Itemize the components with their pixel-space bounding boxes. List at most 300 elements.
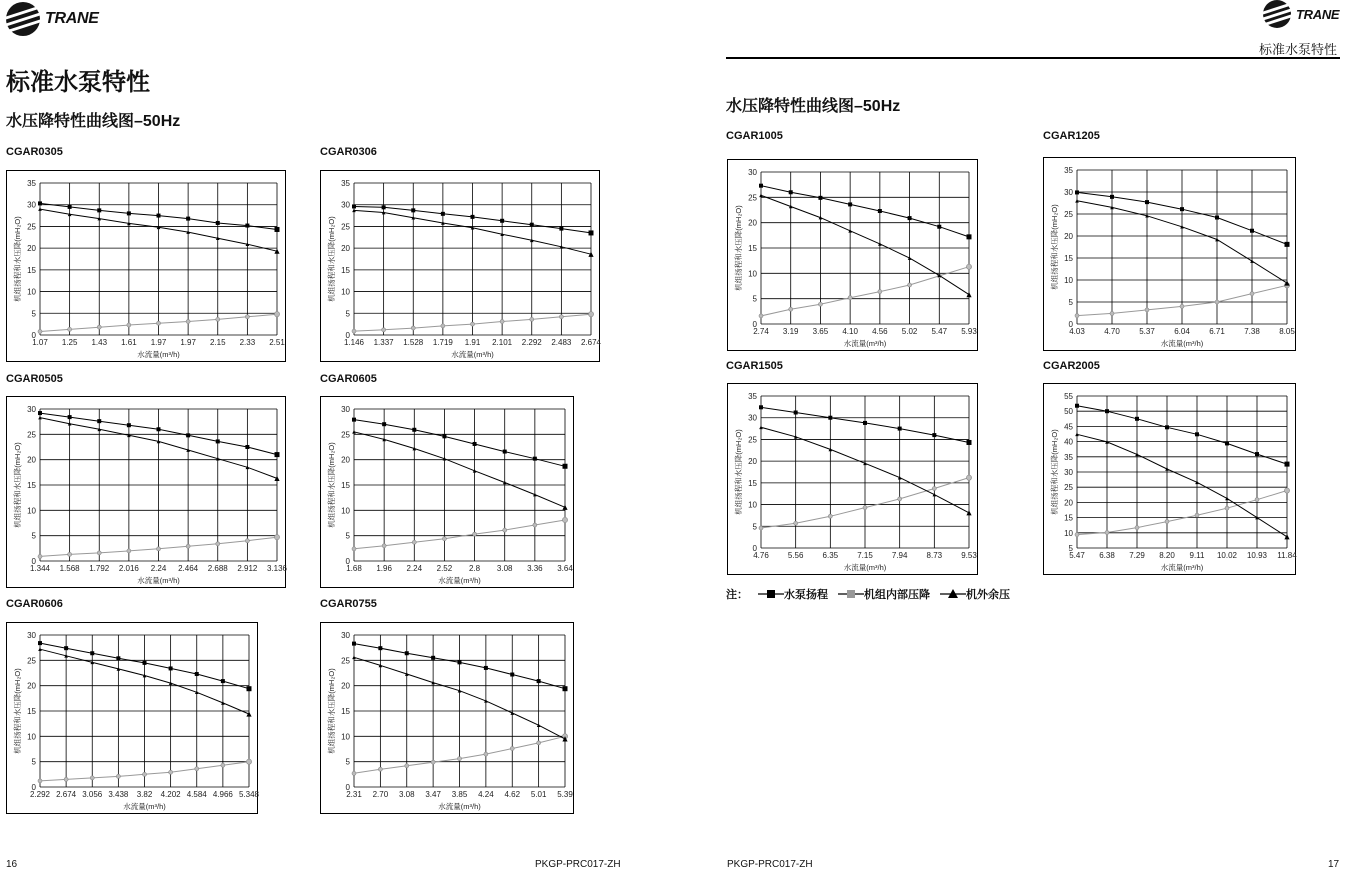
y-axis-label: 机组扬程和水压降(mH₂O)	[327, 442, 336, 528]
y-tick-label: 30	[341, 200, 350, 210]
point-pressure-drop	[405, 764, 409, 768]
point-pressure-drop	[195, 767, 199, 771]
x-tick-label: 3.056	[82, 790, 103, 799]
point-pressure-drop	[127, 549, 131, 553]
point-pump-head	[382, 205, 386, 209]
y-tick-label: 20	[341, 455, 350, 465]
point-pressure-drop	[898, 497, 902, 501]
point-pressure-drop	[97, 551, 101, 555]
trane-logo	[6, 2, 99, 36]
y-tick-label: 15	[748, 478, 757, 488]
chart-cgar0505	[6, 396, 286, 588]
point-pressure-drop	[382, 328, 386, 332]
x-tick-label: 4.10	[842, 327, 858, 336]
chart-cgar0306	[320, 170, 600, 362]
y-axis-label: 机组扬程和水压降(mH₂O)	[13, 216, 22, 302]
point-pressure-drop	[759, 314, 763, 318]
point-external-pressure	[1195, 481, 1199, 485]
point-pressure-drop	[38, 554, 42, 558]
brand-name-right: TRANE	[1296, 6, 1340, 22]
point-pressure-drop	[442, 537, 446, 541]
chart-cgar1205	[1043, 157, 1296, 351]
point-pump-head	[216, 439, 220, 443]
x-tick-label: 8.20	[1159, 551, 1175, 560]
chart-svg-cgar0306	[321, 171, 602, 361]
y-tick-label: 30	[27, 631, 36, 640]
x-tick-label: 4.24	[478, 790, 494, 799]
x-tick-label: 5.39	[557, 790, 573, 799]
point-pressure-drop	[1255, 498, 1259, 502]
x-tick-label: 9.11	[1189, 551, 1205, 560]
point-pump-head	[382, 422, 386, 426]
point-pump-head	[186, 433, 190, 437]
point-pump-head	[116, 656, 120, 660]
point-pressure-drop	[789, 307, 793, 311]
point-pump-head	[932, 433, 936, 437]
point-pump-head	[473, 442, 477, 446]
point-pressure-drop	[216, 317, 220, 321]
x-tick-label: 2.292	[29, 790, 51, 799]
y-tick-label: 15	[1064, 254, 1073, 263]
point-pump-head	[412, 428, 416, 432]
trane-logo-icon	[1263, 0, 1291, 28]
x-tick-label: 1.61	[121, 338, 137, 347]
x-tick-label: 11.84	[1277, 551, 1297, 560]
y-tick-label: 30	[748, 168, 757, 177]
x-axis-label: 水流量(m³/h)	[451, 350, 494, 359]
trane-logo-icon	[6, 2, 40, 36]
chart-cgar0755	[320, 622, 574, 814]
y-tick-label: 55	[1064, 392, 1073, 401]
chart-cgar1505	[727, 383, 978, 575]
point-pump-head	[38, 411, 42, 415]
x-tick-label: 2.464	[178, 564, 199, 573]
y-tick-label: 5	[345, 309, 350, 319]
point-pressure-drop	[431, 760, 435, 764]
point-pump-head	[937, 225, 941, 229]
x-tick-label: 2.912	[237, 564, 258, 573]
y-tick-label: 10	[748, 269, 757, 279]
y-tick-label: 5	[345, 531, 350, 541]
point-pump-head	[1145, 200, 1149, 204]
chart-cgar2005	[1043, 383, 1296, 575]
model-label-cgar1205: CGAR1205	[1043, 130, 1100, 142]
x-tick-label: 3.85	[451, 790, 468, 799]
point-pressure-drop	[352, 547, 356, 551]
y-tick-label: 35	[341, 179, 350, 188]
x-tick-label: 4.56	[872, 327, 888, 336]
y-tick-label: 50	[1064, 407, 1073, 417]
x-tick-label: 1.528	[403, 338, 424, 347]
y-tick-label: 45	[1064, 422, 1073, 432]
y-axis-label: 机组扬程和水压降(mH₂O)	[327, 668, 336, 754]
y-tick-label: 5	[752, 294, 757, 304]
y-tick-label: 25	[341, 656, 350, 666]
y-tick-label: 20	[341, 681, 350, 691]
y-tick-label: 20	[27, 681, 36, 691]
point-pump-head	[1225, 441, 1229, 445]
x-tick-label: 2.70	[372, 790, 389, 799]
point-pump-head	[1110, 195, 1114, 199]
point-pump-head	[1165, 425, 1169, 429]
chart-cgar0605	[320, 396, 574, 588]
x-tick-label: 9.53	[961, 551, 977, 560]
x-tick-label: 2.101	[492, 338, 513, 347]
point-pressure-drop	[471, 322, 475, 326]
model-label-cgar0306: CGAR0306	[320, 146, 377, 158]
model-label-cgar0755: CGAR0755	[320, 598, 377, 610]
x-axis-label: 水流量(m³/h)	[137, 350, 180, 359]
point-pressure-drop	[216, 542, 220, 546]
chart-svg-cgar1005	[728, 160, 977, 350]
point-pump-head	[863, 421, 867, 425]
y-tick-label: 20	[27, 244, 36, 254]
x-axis-label: 水流量(m³/h)	[123, 802, 166, 811]
y-tick-label: 35	[1064, 166, 1073, 175]
x-tick-label: 3.438	[108, 790, 129, 799]
x-tick-label: 5.93	[961, 327, 977, 336]
x-tick-label: 5.348	[238, 790, 260, 799]
y-tick-label: 0	[752, 320, 757, 329]
point-pressure-drop	[863, 506, 867, 510]
x-tick-label: 1.337	[373, 338, 394, 347]
y-tick-label: 20	[1064, 498, 1073, 508]
point-pump-head	[143, 661, 147, 665]
series-line-external-pressure	[1077, 434, 1287, 537]
point-pressure-drop	[352, 771, 356, 775]
point-pump-head	[967, 234, 972, 239]
point-pump-head	[1250, 229, 1254, 233]
y-tick-label: 15	[27, 707, 36, 716]
point-pump-head	[458, 660, 462, 664]
y-tick-label: 35	[1064, 452, 1073, 462]
point-pressure-drop	[97, 325, 101, 329]
y-tick-label: 10	[1064, 528, 1073, 538]
point-pressure-drop	[1215, 300, 1219, 304]
y-tick-label: 30	[341, 405, 350, 414]
x-tick-label: 2.016	[118, 564, 139, 573]
y-tick-label: 5	[1068, 298, 1073, 307]
legend-item-pressure-drop	[838, 586, 930, 602]
header-title-right: 标准水泵特性	[1259, 42, 1338, 57]
x-axis-label: 水流量(m³/h)	[1160, 339, 1204, 348]
legend-pump-head-text: 水泵扬程	[784, 589, 828, 601]
x-axis-label: 水流量(m³/h)	[1160, 563, 1204, 572]
x-tick-label: 3.36	[527, 564, 543, 573]
y-tick-label: 0	[31, 557, 36, 566]
y-tick-label: 40	[1064, 437, 1073, 447]
point-pump-head	[1255, 452, 1259, 456]
point-pump-head	[759, 184, 763, 188]
y-tick-label: 15	[27, 481, 36, 490]
x-tick-label: 2.31	[346, 790, 362, 799]
x-tick-label: 1.97	[150, 338, 167, 347]
point-pump-head	[157, 427, 161, 431]
x-tick-label: 5.02	[901, 327, 918, 336]
y-tick-label: 5	[1068, 544, 1073, 553]
x-tick-label: 6.71	[1209, 327, 1225, 336]
point-pressure-drop	[38, 779, 42, 783]
point-pump-head	[828, 416, 832, 420]
point-pressure-drop	[794, 521, 798, 525]
point-pump-head	[1105, 409, 1109, 413]
point-pressure-drop	[562, 517, 567, 522]
point-pump-head	[97, 208, 101, 212]
point-pressure-drop	[157, 547, 161, 551]
point-pump-head	[759, 405, 763, 409]
x-tick-label: 4.202	[160, 790, 181, 799]
x-tick-label: 5.47	[1069, 551, 1085, 560]
x-tick-label: 4.62	[504, 790, 521, 799]
y-tick-label: 30	[1064, 468, 1073, 477]
y-tick-label: 25	[341, 222, 350, 232]
y-tick-label: 20	[27, 455, 36, 465]
point-pump-head	[431, 656, 435, 660]
y-tick-label: 20	[341, 244, 350, 254]
point-pump-head	[484, 666, 488, 670]
point-pressure-drop	[378, 767, 382, 771]
point-pump-head	[503, 450, 507, 454]
point-pump-head	[157, 214, 161, 218]
point-pressure-drop	[90, 776, 94, 780]
y-tick-label: 25	[748, 435, 757, 445]
point-pressure-drop	[1110, 311, 1114, 315]
point-pump-head	[789, 190, 793, 194]
x-tick-label: 2.52	[436, 564, 453, 573]
point-pressure-drop	[1145, 308, 1149, 312]
y-tick-label: 0	[345, 331, 350, 340]
point-pressure-drop	[878, 290, 882, 294]
gray-square-marker-icon	[838, 589, 864, 599]
x-tick-label: 5.47	[931, 327, 948, 336]
page-number-right: 17	[1328, 859, 1340, 870]
x-tick-label: 1.344	[29, 564, 51, 573]
point-pressure-drop	[245, 315, 249, 319]
point-pump-head	[589, 230, 594, 235]
legend-item-external-pressure	[940, 586, 1010, 602]
y-tick-label: 10	[27, 732, 36, 742]
y-axis-label: 机组扬程和水压降(mH₂O)	[734, 205, 743, 291]
x-tick-label: 3.136	[266, 564, 288, 573]
point-pump-head	[186, 217, 190, 221]
point-pressure-drop	[458, 757, 462, 761]
point-pump-head	[97, 419, 101, 423]
y-tick-label: 15	[748, 244, 757, 253]
point-pressure-drop	[169, 770, 173, 774]
y-tick-label: 10	[748, 500, 757, 510]
point-pump-head	[127, 211, 131, 215]
x-tick-label: 4.76	[753, 551, 769, 560]
chart-svg-cgar2005	[1044, 384, 1295, 574]
chart-cgar1005	[727, 159, 978, 351]
y-tick-label: 0	[31, 331, 36, 340]
y-tick-label: 10	[341, 506, 350, 516]
y-tick-label: 25	[748, 193, 757, 203]
y-tick-label: 0	[752, 544, 757, 553]
point-pump-head	[221, 679, 225, 683]
x-tick-label: 3.64	[557, 564, 573, 573]
point-pressure-drop	[1250, 292, 1254, 296]
x-tick-label: 3.82	[136, 790, 153, 799]
x-tick-label: 10.93	[1246, 551, 1268, 560]
y-axis-label: 机组扬程和水压降(mH₂O)	[327, 216, 336, 302]
point-pressure-drop	[588, 312, 593, 317]
point-pressure-drop	[1195, 513, 1199, 517]
y-tick-label: 10	[1064, 276, 1073, 285]
x-tick-label: 2.24	[150, 564, 167, 573]
x-tick-label: 1.568	[59, 564, 80, 573]
x-tick-label: 4.584	[186, 790, 207, 799]
point-pump-head	[64, 646, 68, 650]
point-pressure-drop	[966, 475, 971, 480]
point-pump-head	[1215, 216, 1219, 220]
point-pump-head	[848, 202, 852, 206]
point-pump-head	[38, 201, 42, 205]
point-pressure-drop	[143, 772, 147, 776]
point-pressure-drop	[484, 752, 488, 756]
model-label-cgar0606: CGAR0606	[6, 598, 63, 610]
point-pressure-drop	[503, 528, 507, 532]
x-tick-label: 2.674	[580, 338, 602, 347]
point-pump-head	[818, 196, 822, 200]
point-pump-head	[1075, 190, 1079, 194]
point-pressure-drop	[68, 327, 72, 331]
x-tick-label: 7.29	[1129, 551, 1145, 560]
y-tick-label: 5	[31, 309, 36, 319]
model-label-cgar1505: CGAR1505	[726, 360, 783, 372]
y-tick-label: 5	[752, 522, 757, 532]
point-pump-head	[38, 641, 42, 645]
point-pump-head	[275, 227, 280, 232]
y-tick-label: 30	[1064, 188, 1073, 197]
point-pressure-drop	[1135, 526, 1139, 530]
x-tick-label: 1.792	[89, 564, 110, 573]
page-title: 标准水泵特性	[6, 69, 150, 96]
point-pump-head	[563, 464, 568, 469]
x-tick-label: 2.51	[269, 338, 285, 347]
model-label-cgar1005: CGAR1005	[726, 130, 783, 142]
point-pump-head	[1285, 242, 1290, 247]
x-axis-label: 水流量(m³/h)	[438, 802, 481, 811]
point-pressure-drop	[186, 544, 190, 548]
y-tick-label: 15	[341, 265, 350, 275]
point-pressure-drop	[818, 302, 822, 306]
point-external-pressure	[908, 256, 912, 260]
x-tick-label: 3.65	[812, 327, 829, 336]
point-pump-head	[537, 679, 541, 683]
x-tick-label: 3.47	[425, 790, 441, 799]
point-pressure-drop	[500, 320, 504, 324]
point-pressure-drop	[411, 326, 415, 330]
point-pressure-drop	[537, 741, 541, 745]
point-pump-head	[441, 212, 445, 216]
point-pump-head	[405, 651, 409, 655]
y-axis-label: 机组扬程和水压降(mH₂O)	[13, 668, 22, 754]
point-pump-head	[563, 686, 568, 691]
point-pump-head	[442, 434, 446, 438]
y-tick-label: 10	[341, 287, 350, 297]
y-tick-label: 35	[748, 392, 757, 401]
x-tick-label: 3.08	[496, 564, 513, 573]
point-pressure-drop	[510, 746, 514, 750]
model-label-cgar0605: CGAR0605	[320, 373, 377, 385]
point-external-pressure	[562, 505, 567, 510]
model-label-cgar0305: CGAR0305	[6, 146, 63, 158]
doc-code-right: PKGP-PRC017-ZH	[727, 859, 813, 870]
point-pump-head	[411, 208, 415, 212]
header-rule	[726, 57, 1340, 59]
x-tick-label: 10.02	[1216, 551, 1238, 560]
x-tick-label: 7.38	[1244, 327, 1260, 336]
x-tick-label: 1.146	[343, 338, 365, 347]
point-pressure-drop	[274, 535, 279, 540]
x-tick-label: 5.37	[1139, 327, 1155, 336]
point-pressure-drop	[127, 323, 131, 327]
point-pump-head	[90, 651, 94, 655]
point-pressure-drop	[382, 544, 386, 548]
point-pump-head	[352, 642, 356, 646]
x-tick-label: 4.03	[1069, 327, 1085, 336]
point-pump-head	[275, 452, 280, 457]
x-tick-label: 7.94	[891, 551, 908, 560]
chart-cgar0305	[6, 170, 286, 362]
point-pressure-drop	[412, 540, 416, 544]
point-pressure-drop	[64, 777, 68, 781]
point-pump-head	[352, 204, 356, 208]
point-pressure-drop	[186, 320, 190, 324]
y-tick-label: 20	[1064, 232, 1073, 241]
legend-pressure-drop-text: 机组内部压降	[864, 589, 930, 601]
y-tick-label: 25	[1064, 210, 1073, 219]
point-pump-head	[195, 672, 199, 676]
point-pump-head	[530, 223, 534, 227]
point-pump-head	[1195, 432, 1199, 436]
y-tick-label: 0	[31, 783, 36, 792]
point-pump-head	[245, 224, 249, 228]
legend-prefix: 注：	[726, 589, 748, 601]
point-pump-head	[878, 209, 882, 213]
chart-svg-cgar1505	[728, 384, 977, 574]
x-tick-label: 2.15	[209, 338, 226, 347]
x-tick-label: 2.688	[207, 564, 228, 573]
point-pump-head	[352, 418, 356, 422]
x-tick-label: 3.19	[782, 327, 799, 336]
x-tick-label: 1.43	[91, 338, 108, 347]
y-tick-label: 30	[27, 200, 36, 210]
x-tick-label: 2.8	[469, 564, 481, 573]
y-tick-label: 25	[27, 430, 36, 440]
x-tick-label: 6.38	[1099, 551, 1115, 560]
chart-cgar0606	[6, 622, 258, 814]
point-pressure-drop	[274, 312, 279, 317]
point-pressure-drop	[221, 763, 225, 767]
point-pressure-drop	[908, 283, 912, 287]
point-pump-head	[127, 423, 131, 427]
y-tick-label: 0	[345, 783, 350, 792]
y-tick-label: 25	[27, 222, 36, 232]
page-number-left: 16	[6, 859, 18, 870]
y-tick-label: 25	[27, 656, 36, 666]
x-tick-label: 1.25	[61, 338, 78, 347]
x-axis-label: 水流量(m³/h)	[843, 563, 887, 572]
point-pump-head	[245, 445, 249, 449]
y-tick-label: 15	[1064, 513, 1073, 523]
point-pressure-drop	[533, 523, 537, 527]
x-tick-label: 7.15	[857, 551, 873, 560]
point-pump-head	[794, 411, 798, 415]
legend-item-pump-head	[758, 586, 828, 602]
point-pressure-drop	[1075, 314, 1079, 318]
